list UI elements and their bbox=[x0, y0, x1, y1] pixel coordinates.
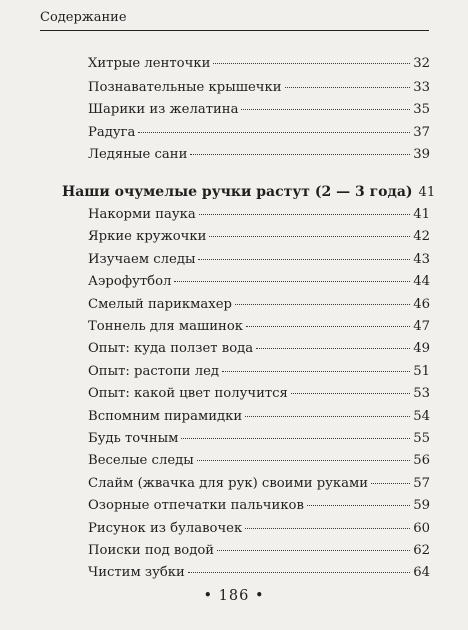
toc-entry-title: Яркие кружочки bbox=[88, 229, 207, 244]
toc-entry-page: 54 bbox=[413, 409, 430, 424]
toc-entry-title: Опыт: какой цвет получится bbox=[88, 386, 288, 401]
toc-entry-title: Аэрофутбол bbox=[88, 274, 172, 289]
toc-entry-page: 32 bbox=[413, 56, 430, 71]
dot-leader bbox=[174, 281, 410, 282]
toc-entry bbox=[88, 55, 430, 73]
dot-leader bbox=[197, 460, 410, 461]
dot-leader bbox=[235, 304, 410, 305]
toc-entry-page: 41 bbox=[413, 207, 430, 222]
toc-entry bbox=[88, 340, 430, 358]
toc-entry-title: Ледяные сани bbox=[88, 147, 188, 162]
dot-leader bbox=[198, 259, 410, 260]
dot-leader bbox=[246, 326, 410, 327]
toc-entry-title: Опыт: растопи лед bbox=[88, 364, 220, 379]
toc-entry bbox=[88, 146, 430, 164]
toc-section-heading bbox=[62, 183, 436, 202]
toc-entry-page: 37 bbox=[413, 125, 430, 140]
toc-entry-title: Радуга bbox=[88, 125, 136, 140]
dot-leader bbox=[245, 416, 410, 417]
toc-entry-page: 59 bbox=[413, 498, 430, 513]
toc-entry-title: Озорные отпечатки пальчиков bbox=[88, 498, 304, 513]
toc-entry-page: 41 bbox=[418, 185, 436, 200]
toc-entry-title: Поиски под водой bbox=[88, 543, 215, 558]
toc-entry-title: Вспомним пирамидки bbox=[88, 409, 243, 424]
toc-entry bbox=[88, 452, 430, 470]
toc-entry-title: Будь точным bbox=[88, 431, 179, 446]
dot-leader bbox=[190, 154, 410, 155]
dot-leader bbox=[371, 483, 410, 484]
toc-entry bbox=[88, 251, 430, 269]
toc-entry-page: 56 bbox=[413, 453, 430, 468]
toc-entry-page: 62 bbox=[413, 543, 430, 558]
toc-entry-title: Познавательные крышечки bbox=[88, 80, 282, 95]
toc-entry-page: 33 bbox=[413, 80, 430, 95]
toc-entry-page: 46 bbox=[413, 297, 430, 312]
toc-entry-page: 42 bbox=[413, 229, 430, 244]
dot-leader bbox=[199, 214, 410, 215]
dot-leader bbox=[291, 393, 410, 394]
toc-entry-page: 44 bbox=[413, 274, 430, 289]
toc-entry-page: 51 bbox=[413, 364, 430, 379]
toc-entry-page: 55 bbox=[413, 431, 430, 446]
dot-leader bbox=[217, 550, 410, 551]
dot-leader bbox=[307, 505, 410, 506]
toc-entry bbox=[88, 363, 430, 381]
toc-entry-page: 35 bbox=[413, 102, 430, 117]
dot-leader bbox=[188, 572, 410, 573]
toc-entry bbox=[88, 475, 430, 493]
toc-entry-page: 43 bbox=[413, 252, 430, 267]
toc-entry bbox=[88, 101, 430, 119]
toc-entry bbox=[88, 124, 430, 142]
header-rule bbox=[40, 30, 429, 31]
toc-entry bbox=[88, 542, 430, 560]
toc-entry-title: Тоннель для машинок bbox=[88, 319, 244, 334]
dot-leader bbox=[256, 348, 410, 349]
toc-entry bbox=[88, 273, 430, 291]
toc-entry-title: Накорми паука bbox=[88, 207, 196, 222]
toc-entry-page: 49 bbox=[413, 341, 430, 356]
dot-leader bbox=[245, 528, 410, 529]
toc-entry-title: Хитрые ленточки bbox=[88, 56, 211, 71]
toc-entry-page: 47 bbox=[413, 319, 430, 334]
toc-entry bbox=[88, 318, 430, 336]
toc-entry-title: Опыт: куда ползет вода bbox=[88, 341, 254, 356]
toc-entry-title: Изучаем следы bbox=[88, 252, 196, 267]
toc-entry bbox=[88, 79, 430, 97]
toc-entry bbox=[88, 206, 430, 224]
toc-entry bbox=[88, 408, 430, 426]
page-number: • 186 • bbox=[203, 588, 265, 604]
toc-entry bbox=[88, 497, 430, 515]
dot-leader bbox=[241, 109, 410, 110]
toc-entry bbox=[88, 385, 430, 403]
dot-leader bbox=[222, 371, 410, 372]
toc-entry-title: Наши очумелые ручки растут (2 — 3 года) bbox=[62, 184, 413, 200]
dot-leader bbox=[213, 63, 410, 64]
toc-entry-title: Чистим зубки bbox=[88, 565, 185, 580]
toc-entry-page: 57 bbox=[413, 476, 430, 491]
toc-entry bbox=[88, 228, 430, 246]
toc-entry-page: 39 bbox=[413, 147, 430, 162]
toc-entry-page: 64 bbox=[413, 565, 430, 580]
toc-entry-title: Шарики из желатина bbox=[88, 102, 239, 117]
toc-entry-title: Смелый парикмахер bbox=[88, 297, 232, 312]
dot-leader bbox=[181, 438, 410, 439]
running-head: Содержание bbox=[40, 10, 127, 25]
dot-leader bbox=[285, 87, 411, 88]
toc-entry bbox=[88, 296, 430, 314]
toc-entry bbox=[88, 564, 430, 582]
toc-entry-page: 53 bbox=[413, 386, 430, 401]
toc-entry bbox=[88, 520, 430, 538]
dot-leader bbox=[138, 132, 410, 133]
toc-entry-title: Рисунок из булавочек bbox=[88, 521, 243, 536]
toc-entry bbox=[88, 430, 430, 448]
dot-leader bbox=[209, 236, 410, 237]
toc-entry-title: Слайм (жвачка для рук) своими руками bbox=[88, 476, 369, 491]
toc-entry-title: Веселые следы bbox=[88, 453, 194, 468]
toc-entry-page: 60 bbox=[413, 521, 430, 536]
